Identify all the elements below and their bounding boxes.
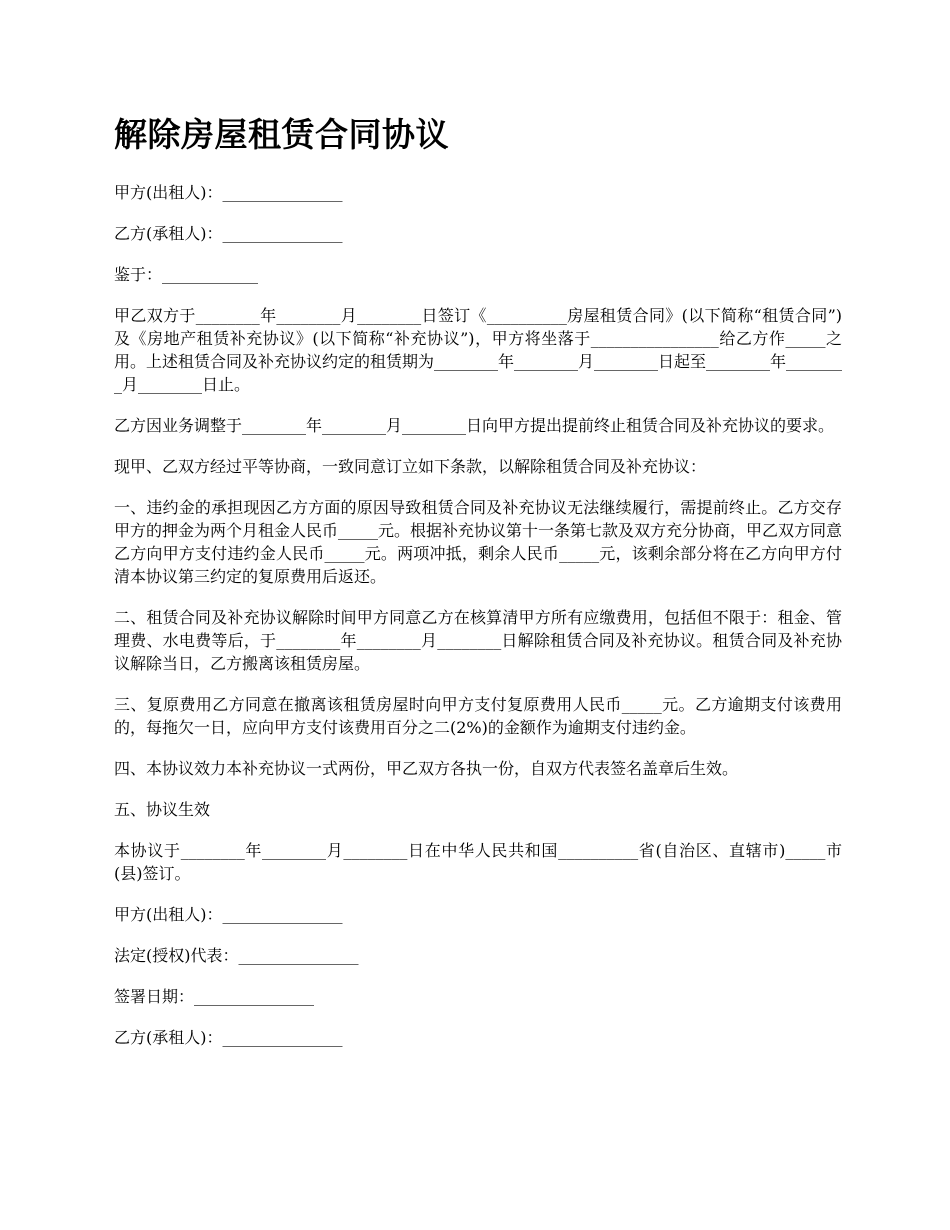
signing-paragraph: 本协议于________年________月________日在中华人民共和国__________省(自治区、直辖市)_____市(县)签订。 — [114, 841, 842, 883]
whereas-line: 鉴于：____________ — [114, 265, 259, 284]
party-a-signature-line: 甲方(出租人)：_______________ — [114, 905, 343, 924]
agreement-paragraph: 现甲、乙双方经过平等协商，一致同意订立如下条款，以解除租赁合同及补充协议： — [114, 457, 707, 476]
party-b-signature-line: 乙方(承租人)：_______________ — [114, 1028, 343, 1047]
party-a-header-line: 甲方(出租人)：_______________ — [114, 183, 343, 202]
clause-5-effective: 五、协议生效 — [114, 800, 211, 819]
legal-representative-line: 法定(授权)代表：_______________ — [114, 946, 359, 965]
signing-date-line: 签署日期：_______________ — [114, 987, 315, 1006]
document-body — [114, 111, 842, 1067]
reason-paragraph: 乙方因业务调整于________年________月________日向甲方提出提前终止租赁合同及补充协议的要求。 — [114, 416, 835, 435]
clause-4-validity: 四、本协议效力本补充协议一式两份，甲乙双方各执一份，自双方代表签名盖章后生效。 — [114, 759, 739, 778]
intro-paragraph: 甲乙双方于________年________月________日签订《__________房屋租赁合同》(以下简称“租赁合同”)及《房地产租赁补充协议》(以下简称“补充协议”)，甲方将坐落于________________给乙方作_____之用。上述租赁合同及补充协议约定的租赁期为________年________月________日起至________年________月________日止。 — [114, 306, 843, 394]
clause-1-penalty: 一、违约金的承担现因乙方方面的原因导致租赁合同及补充协议无法继续履行，需提前终止。乙方交存甲方的押金为两个月租金人民币_____元。根据补充协议第十一条第七款及双方充分协商，甲乙双方同意乙方向甲方支付违约金人民币_____元。两项冲抵，剩余人民币_____元，该剩余部分将在乙方向甲方付清本协议第三约定的复原费用后返还。 — [114, 498, 843, 586]
clause-3-restoration-fee: 三、复原费用乙方同意在撤离该租赁房屋时向甲方支付复原费用人民币_____元。乙方逾期支付该费用的，每拖欠一日，应向甲方支付该费用百分之二(2%)的金额作为逾期支付违约金。 — [114, 695, 842, 737]
document-title: 解除房屋租赁合同协议 — [114, 115, 449, 154]
clause-2-termination-time: 二、租赁合同及补充协议解除时间甲方同意乙方在核算清甲方所有应缴费用，包括但不限于：租金、管理费、水电费等后，于________年________月________日解除租赁合同及补充协议。租赁合同及补充协议解除当日，乙方搬离该租赁房屋。 — [114, 608, 842, 673]
party-b-header-line: 乙方(承租人)：_______________ — [114, 224, 343, 243]
